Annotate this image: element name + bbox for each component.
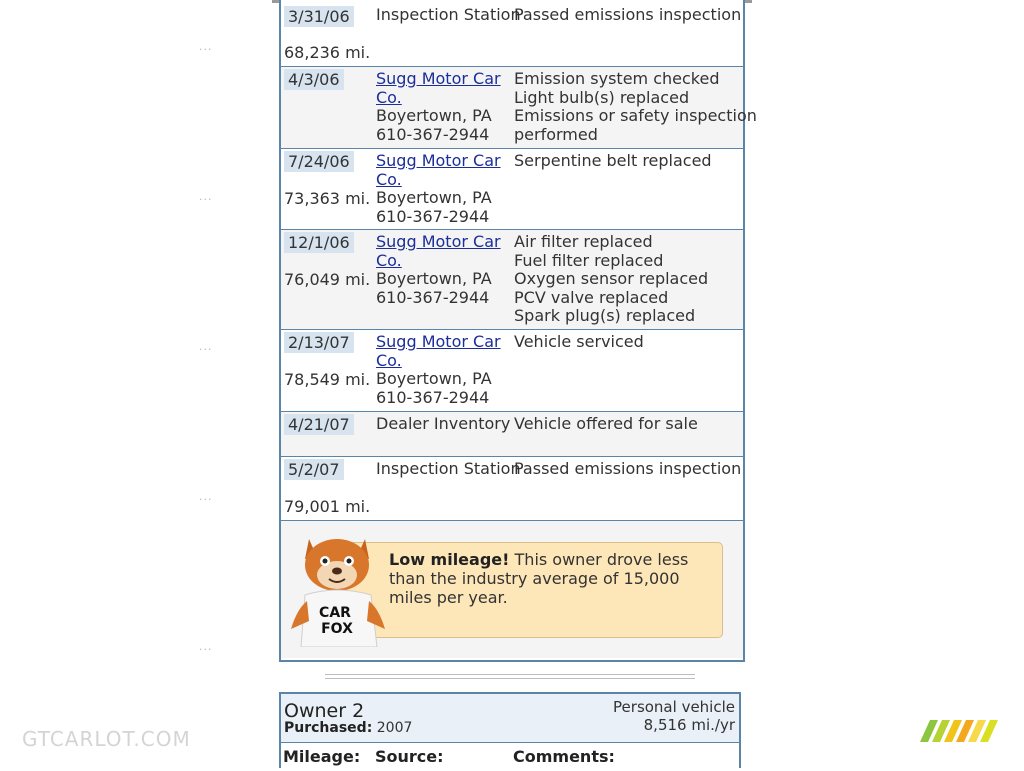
callout-text — [389, 550, 714, 607]
source-header: Source: — [375, 747, 444, 766]
source-link[interactable]: Sugg Motor Car — [376, 151, 501, 170]
owner-purchased — [284, 720, 412, 736]
record-comments — [514, 70, 757, 144]
history-report — [279, 0, 757, 662]
record-mileage: 68,236 mi. — [284, 43, 371, 62]
side-dots: ··· — [199, 493, 213, 506]
owner-section — [279, 692, 741, 768]
record-source — [376, 233, 501, 307]
callout-body: This owner drove less than the industry average of 15,000 miles per year. — [389, 550, 689, 607]
watermark-logo-icon — [920, 720, 998, 742]
record-source — [376, 70, 501, 144]
record-mileage: 76,049 mi. — [284, 270, 371, 289]
record-source — [376, 333, 501, 407]
source-link[interactable]: Co. — [376, 87, 402, 107]
record-date: 7/24/06 — [284, 151, 354, 172]
source-link[interactable]: Co. — [376, 350, 402, 370]
history-record — [281, 457, 743, 521]
record-mileage: 79,001 mi. — [284, 497, 371, 516]
side-dots: ··· — [199, 643, 213, 656]
record-source: Inspection Station — [376, 5, 521, 24]
history-record — [281, 67, 757, 149]
record-comment: Spark plug(s) replaced — [514, 306, 696, 326]
record-comment: Emissions or safety inspection — [514, 106, 757, 126]
section-divider — [325, 678, 695, 679]
purchased-label: Purchased: — [284, 720, 373, 736]
record-comment: Air filter replaced — [514, 232, 653, 251]
owner-miles-per-year: 8,516 mi./yr — [643, 716, 735, 734]
record-date: 2/13/07 — [284, 332, 354, 353]
record-comment: Vehicle offered for sale — [514, 414, 698, 433]
record-date: 3/31/06 — [284, 6, 354, 27]
record-mileage: 73,363 mi. — [284, 189, 371, 208]
owner-title: Owner 2 — [284, 700, 365, 722]
watermark-text: GTCARLOT.COM — [22, 727, 191, 751]
source-phone: 610-367-2944 — [376, 124, 490, 144]
record-comment: PCV valve replaced — [514, 287, 669, 307]
low-mileage-callout — [281, 521, 743, 658]
mascot-shirt-text: FOX — [321, 621, 353, 637]
record-comment: Serpentine belt replaced — [514, 151, 712, 170]
record-comment: Light bulb(s) replaced — [514, 87, 690, 107]
record-date: 5/2/07 — [284, 459, 344, 480]
side-dots: ··· — [199, 343, 213, 356]
comments-header: Comments: — [513, 747, 615, 766]
source-location: Boyertown, PA — [376, 369, 492, 389]
record-comment: Oxygen sensor replaced — [514, 269, 709, 289]
section-divider — [325, 674, 695, 675]
source-phone: 610-367-2944 — [376, 206, 490, 226]
side-dots: ··· — [199, 193, 213, 206]
record-comment: Passed emissions inspection — [514, 459, 742, 478]
record-date: 12/1/06 — [284, 232, 354, 253]
record-source — [376, 152, 501, 226]
source-link[interactable]: Sugg Motor Car — [376, 69, 501, 88]
record-comments — [514, 233, 708, 326]
record-date: 4/21/07 — [284, 414, 354, 435]
source-link[interactable]: Co. — [376, 169, 402, 189]
record-date: 4/3/06 — [284, 69, 344, 90]
owner-vehicle-type: Personal vehicle — [613, 698, 735, 716]
side-dots: ··· — [199, 43, 213, 56]
record-comment: Emission system checked — [514, 69, 720, 88]
history-record — [281, 330, 743, 412]
mascot-shirt-text: CAR — [319, 605, 351, 621]
record-comment: Fuel filter replaced — [514, 250, 664, 270]
purchased-value: 2007 — [376, 720, 413, 736]
owner-table-header — [281, 742, 739, 771]
source-link[interactable]: Sugg Motor Car — [376, 232, 501, 251]
history-record — [281, 0, 743, 67]
record-source: Dealer Inventory — [376, 414, 511, 433]
record-mileage: 78,549 mi. — [284, 370, 371, 389]
source-link[interactable]: Sugg Motor Car — [376, 332, 501, 351]
source-phone: 610-367-2944 — [376, 387, 490, 407]
callout-headline: Low mileage! — [389, 550, 510, 569]
source-link[interactable]: Co. — [376, 250, 402, 270]
record-comment: performed — [514, 124, 598, 144]
history-record — [281, 412, 743, 457]
source-location: Boyertown, PA — [376, 269, 492, 289]
record-comment: Passed emissions inspection — [514, 5, 742, 24]
carfox-mascot-icon — [287, 529, 391, 647]
record-source: Inspection Station — [376, 459, 521, 478]
source-phone: 610-367-2944 — [376, 287, 490, 307]
callout-box — [339, 542, 723, 638]
source-location: Boyertown, PA — [376, 106, 492, 126]
mileage-header: Mileage: — [283, 747, 361, 766]
history-record — [281, 149, 743, 230]
record-comment: Vehicle serviced — [514, 332, 644, 351]
history-record — [281, 230, 743, 330]
source-location: Boyertown, PA — [376, 188, 492, 208]
